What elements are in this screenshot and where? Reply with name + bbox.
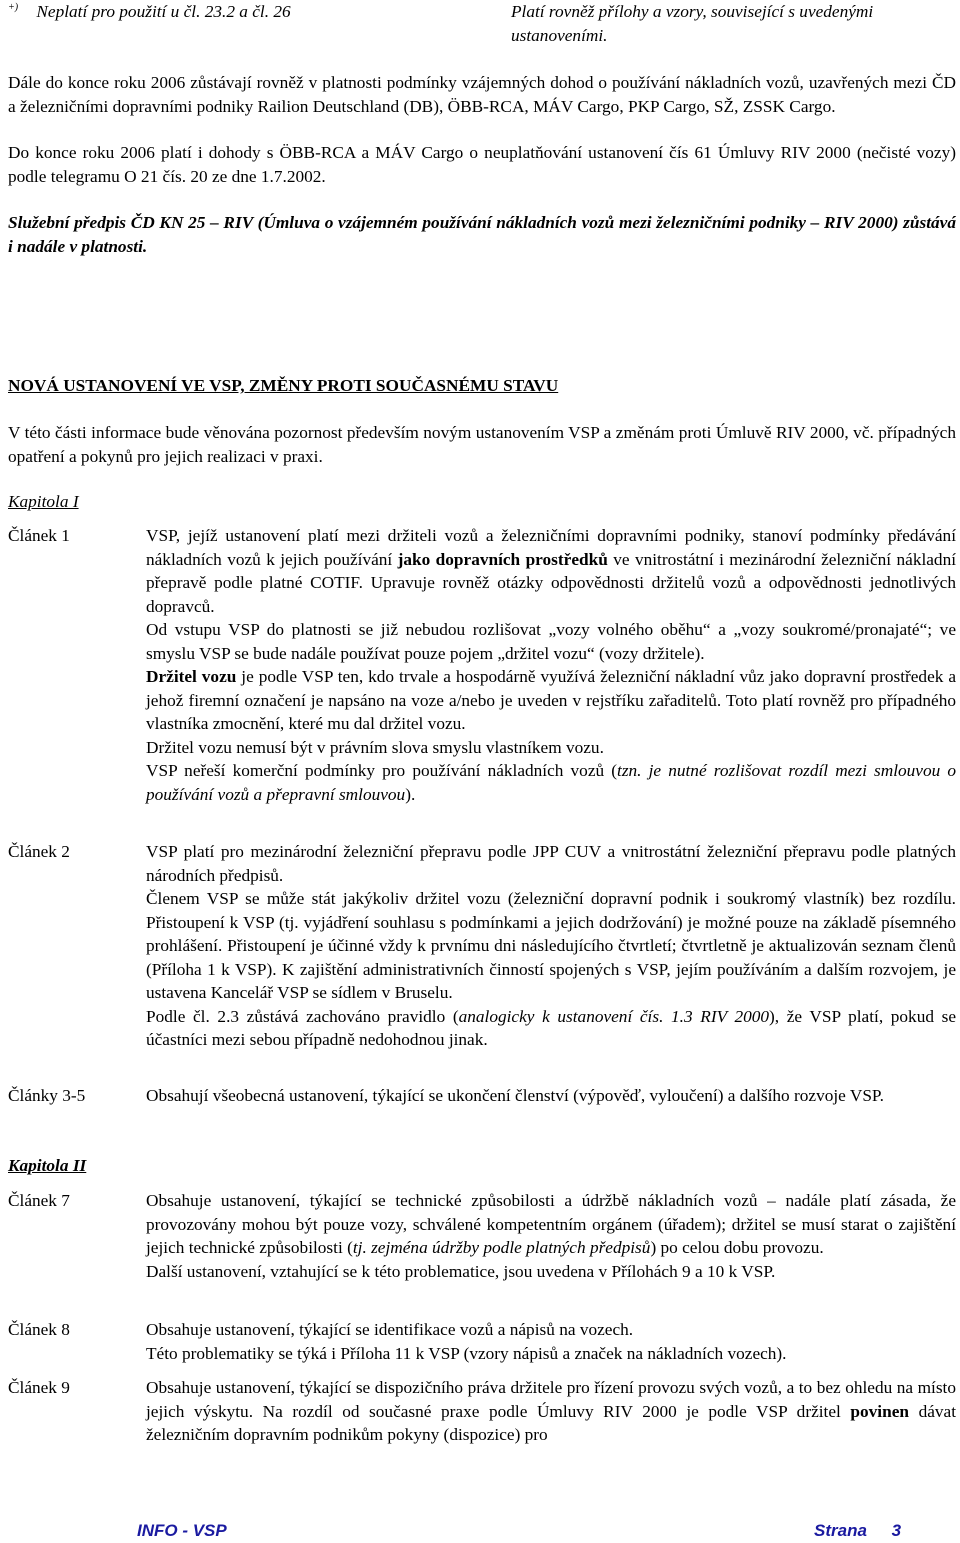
footer-page-number: 3 [891,1521,902,1540]
article-7-paragraph-1: Obsahuje ustanovení, týkající se technické způsobilosti a údržbě nákladních vozů – nadále platí zásada, že provozovány mohou být pouze vozy, schválené kompetentním orgánem (úřadem); držitel se musí starat o zajištění jejich technické způsobilosti (tj. zejména údržby podle platných předpisů) po celou dobu provozu. [146,1191,956,1257]
article-2-paragraph-1: VSP platí pro mezinárodní železniční přepravu podle JPP CUV a vnitrostátní železniční přepravu podle platných národních předpisů. [146,842,956,885]
article-7-body [146,1189,956,1283]
article-7-label: Článek 7 [8,1191,70,1210]
articles-3-5-body: Obsahují všeobecná ustanovení, týkající se ukončení členství (výpověď, vyloučení) a dalšího rozvoje VSP. [146,1086,884,1105]
header-left-text: Neplatí pro použití u čl. 23.2 a čl. 26 [36,2,291,21]
intro-paragraph-3: Služební předpis ČD KN 25 – RIV (Úmluva o vzájemném používání nákladních vozů mezi železničními podniky – RIV 2000) zůstává i nadále v platnosti. [8,213,956,256]
article-1-label: Článek 1 [8,526,70,545]
article-8-paragraph-1: Obsahuje ustanovení, týkající se identifikace vozů a nápisů na vozech. [146,1320,634,1339]
article-1-paragraph-1: VSP, jejíž ustanovení platí mezi držiteli vozů a železničními dopravními podniky, stanoví podmínky předávání nákladních vozů k jejich používání jako dopravních prostředků ve vnitrostátní i mezinárodní železniční nákladní přepravě podle platné COTIF. Upravuje rovněž otázky odpovědnosti držitelů vozů a odpovědnosti jednotlivých dopravců. [146,526,957,616]
article-8-paragraph-2: Této problematiky se týká i Příloha 11 k VSP (vzory nápisů a značek na nákladních vozech). [146,1343,787,1363]
article-2-paragraph-2: Členem VSP se může stát jakýkoliv držitel vozu (železniční dopravní podnik i soukromý vlastník) bez rozdílu. Přistoupení k VSP (tj. vyjádření souhlasu s podmínkami a jejich dodržování) je možné pouze na základě písemného prohlášení. Přistoupení je účinné vždy k prvnímu dni následujícího čtvrtletí; čtvrtletně je aktualizován seznam členů (Příloha 1 k VSP). K zajištění administrativních činností spojených s VSP, jejím používáním a dalším rozvojem, je ustavena Kancelář VSP se sídlem v Bruselu. [146,889,956,1002]
article-1-paragraph-2: Od vstupu VSP do platnosti se již nebudou rozlišovat „vozy volného oběhu“ a „vozy soukromé/pronajaté“; ve smyslu VSP se bude nadále používat pouze pojem „držitel vozu“ (vozy držitele). [146,620,956,663]
section-intro: V této části informace bude věnována pozornost především novým ustanovením VSP a změnám proti Úmluvě RIV 2000, vč. případných opatření a pokynů pro jejich realizaci v praxi. [8,423,956,466]
footer-title: INFO - VSP [137,1521,227,1540]
articles-3-5-label: Články 3-5 [8,1086,86,1105]
article-1-paragraph-4: Držitel vozu nemusí být v právním slova smyslu vlastníkem vozu. [146,737,604,757]
article-1-paragraph-3: Držitel vozu je podle VSP ten, kdo trvale a hospodárně využívá železniční nákladní vůz jako dopravní prostředek a jehož firemní označení je napsáno na voze a/nebo je uveden v rejstříku zařaditelů. Toto platí rovněž pro případného vlastníka zmocnění, které mu dal držitel vozu. [146,667,956,733]
article-1-paragraph-5: VSP neřeší komerční podmínky pro používání nákladních vozů (tzn. je nutné rozlišovat rozdíl mezi smlouvou o používání vozů a přepravní smlouvou). [146,761,957,804]
article-2-paragraph-3: Podle čl. 2.3 zůstává zachováno pravidlo (analogicky k ustanovení čís. 1.3 RIV 2000), že VSP platí, pokud se účastníci mezi sebou případně nedohodnou jinak. [146,1006,957,1049]
article-8-body [146,1318,956,1365]
page-header-left [8,0,468,24]
article-9-body [146,1376,956,1447]
article-7-paragraph-2: Další ustanovení, vztahující se k této problematice, jsou uvedena v Přílohách 9 a 10 k VSP. [146,1261,776,1281]
footer-page [814,1519,901,1543]
page-header-right: Platí rovněž přílohy a vzory, související s uvedenými ustanoveními. [511,2,874,45]
intro-paragraph-2: Do konce roku 2006 platí i dohody s ÖBB-RCA a MÁV Cargo o neuplatňování ustanovení čís 61 Úmluvy RIV 2000 (nečisté vozy) podle telegramu O 21 čís. 20 ze dne 1.7.2002. [8,143,956,186]
emphasis-povinen: povinen [850,1401,909,1421]
article-9-label: Článek 9 [8,1378,70,1397]
chapter-2-title: Kapitola II [8,1156,87,1175]
chapter-1-title: Kapitola I [8,492,79,511]
article-2-body [146,840,956,1052]
emphasis-jako-dopravnich: jako dopravních prostředků [397,549,608,569]
article-8-label: Článek 8 [8,1320,70,1339]
intro-paragraph-1: Dále do konce roku 2006 zůstávají rovněž v platnosti podmínky vzájemných dohod o používání nákladních vozů, uzavřených mezi ČD a železničními dopravními podniky Railion Deutschland (DB), ÖBB-RCA, MÁV Cargo, PKP Cargo, SŽ, ZSSK Cargo. [8,73,956,116]
term-drzitel-vozu: Držitel vozu [146,667,237,686]
footer-page-label: Strana [814,1521,867,1540]
article-2-label: Článek 2 [8,842,70,861]
footnote-marker: +) [8,2,19,14]
article-1-body [146,524,956,806]
article-9-paragraph-1: Obsahuje ustanovení, týkající se dispozičního práva držitele pro řízení provozu svých vozů, a to bez ohledu na místo jejich výskytu. Na rozdíl od současné praxe podle Úmluvy RIV 2000 je podle VSP držitel povinen dávat železničním dopravním podnikům pokyny (dispozice) pro [146,1378,957,1444]
section-title: NOVÁ USTANOVENÍ VE VSP, ZMĚNY PROTI SOUČASNÉMU STAVU [8,376,559,395]
